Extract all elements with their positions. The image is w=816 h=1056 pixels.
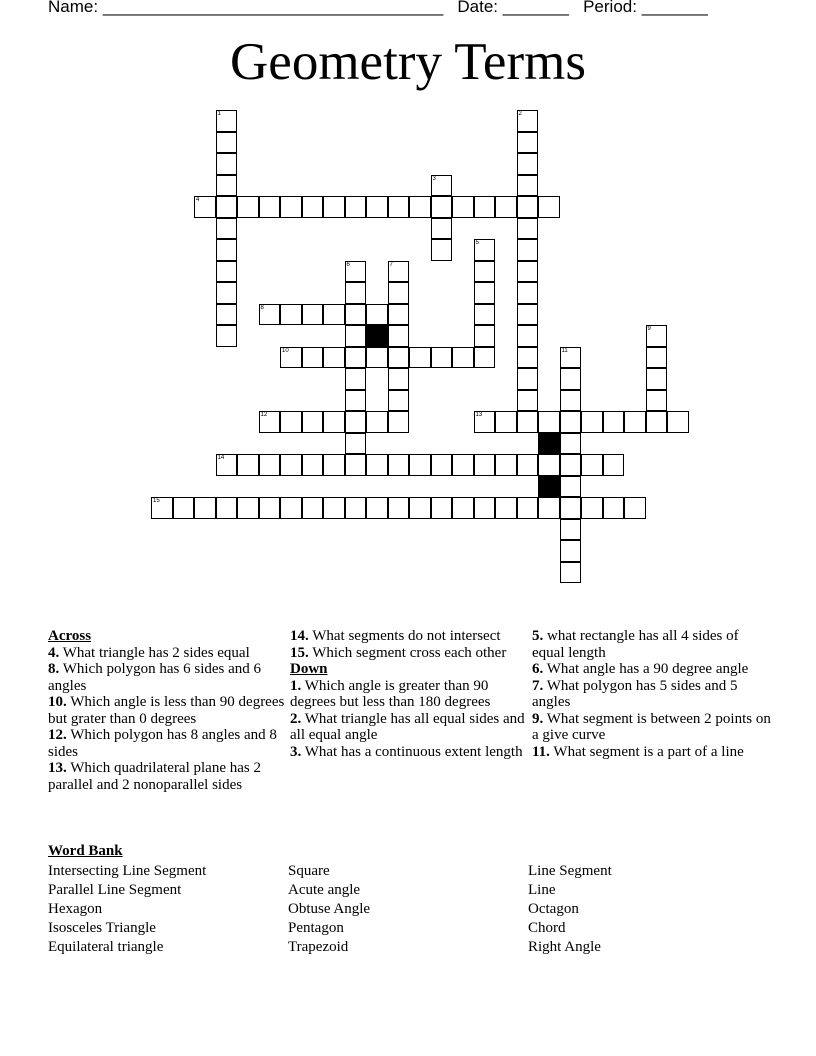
name-label: Name: — [48, 0, 99, 16]
grid-cell[interactable] — [517, 261, 539, 283]
grid-cell[interactable] — [603, 454, 625, 476]
grid-cell[interactable] — [259, 304, 281, 326]
grid-cell[interactable] — [517, 175, 539, 197]
word-bank-column-1 — [48, 862, 206, 957]
page-title: Geometry Terms — [230, 33, 586, 91]
grid-cell[interactable] — [474, 411, 496, 433]
word-bank-item: Trapezoid — [288, 939, 349, 955]
grid-cell[interactable] — [646, 368, 668, 390]
cell-number: 8 — [260, 304, 264, 311]
grid-cell[interactable] — [624, 411, 646, 433]
grid-cell[interactable] — [431, 347, 453, 369]
grid-cell[interactable] — [517, 110, 539, 132]
grid-cell[interactable] — [388, 261, 410, 283]
grid-cell[interactable] — [431, 196, 453, 218]
grid-cell[interactable] — [388, 390, 410, 412]
grid-cell[interactable] — [646, 325, 668, 347]
date-label: Date: — [457, 0, 498, 16]
grid-cell[interactable] — [302, 454, 324, 476]
cell-number: 10 — [282, 347, 289, 354]
grid-cell[interactable] — [646, 411, 668, 433]
grid-cell[interactable] — [517, 196, 539, 218]
clue-across-15: 15. Which segment cross each other — [290, 644, 507, 661]
grid-cell[interactable] — [216, 454, 238, 476]
grid-cell[interactable] — [280, 347, 302, 369]
word-bank-item: Isosceles Triangle — [48, 920, 156, 936]
grid-cell[interactable] — [431, 497, 453, 519]
period-blank[interactable]: _______ — [641, 0, 708, 16]
cell-number: 2 — [518, 111, 522, 117]
grid-cell[interactable] — [517, 454, 539, 476]
clue-across-10: 10. Which angle is less than 90 degrees but grater than 0 degrees — [48, 694, 285, 727]
grid-cell[interactable] — [194, 196, 216, 218]
word-bank-column-2 — [288, 862, 370, 957]
grid-cell[interactable] — [474, 497, 496, 519]
word-bank-column-3 — [528, 862, 612, 957]
grid-cell[interactable] — [517, 132, 539, 154]
word-bank-item: Intersecting Line Segment — [48, 863, 207, 879]
grid-cell[interactable] — [345, 433, 367, 455]
grid-cell[interactable] — [560, 433, 582, 455]
grid-cell[interactable] — [323, 497, 345, 519]
grid-cell[interactable] — [237, 454, 259, 476]
grid-cell[interactable] — [366, 347, 388, 369]
grid-cell[interactable] — [667, 411, 689, 433]
grid-cell[interactable] — [409, 347, 431, 369]
grid-cell[interactable] — [366, 497, 388, 519]
grid-cell[interactable] — [517, 347, 539, 369]
grid-cell[interactable] — [452, 196, 474, 218]
grid-cell[interactable] — [624, 497, 646, 519]
grid-cell[interactable] — [259, 411, 281, 433]
grid-cell[interactable] — [345, 325, 367, 347]
grid-cell[interactable] — [323, 454, 345, 476]
grid-cell[interactable] — [216, 261, 238, 283]
grid-cell[interactable] — [603, 411, 625, 433]
grid-cell[interactable] — [388, 368, 410, 390]
grid-cell[interactable] — [323, 347, 345, 369]
grid-cell[interactable] — [431, 218, 453, 240]
grid-cell[interactable] — [560, 540, 582, 562]
clue-across-8: 8. Which polygon has 6 sides and 6 angles — [48, 661, 262, 694]
clue-down-1: 1. Which angle is greater than 90 degrees but less than 180 degrees — [290, 677, 491, 710]
blocked-cell — [366, 325, 388, 347]
grid-cell[interactable] — [173, 497, 195, 519]
grid-cell[interactable] — [452, 497, 474, 519]
grid-cell[interactable] — [323, 304, 345, 326]
clue-across-12: 12. Which polygon has 8 angles and 8 sides — [48, 727, 277, 760]
cell-number: 14 — [217, 455, 225, 461]
grid-cell[interactable] — [388, 304, 410, 326]
clue-down-11: 11. What segment is a part of a line — [532, 743, 744, 760]
word-bank-item: Parallel Line Segment — [48, 882, 182, 898]
clue-down-7: 7. What polygon has 5 sides and 5 angles — [532, 677, 738, 710]
grid-cell[interactable] — [216, 110, 238, 132]
clue-across-14: 14. What segments do not intersect — [290, 628, 501, 644]
grid-cell[interactable] — [431, 454, 453, 476]
grid-cell[interactable] — [452, 454, 474, 476]
grid-cell[interactable] — [259, 196, 281, 218]
grid-cell[interactable] — [151, 497, 173, 519]
grid-cell[interactable] — [517, 304, 539, 326]
grid-cell[interactable] — [237, 497, 259, 519]
word-bank-item: Square — [288, 863, 330, 879]
clue-down-5: 5. what rectangle has all 4 sides of equal length — [532, 628, 739, 661]
grid-cell[interactable] — [216, 132, 238, 154]
blocked-cell — [538, 433, 560, 455]
grid-cell[interactable] — [302, 196, 324, 218]
grid-cell[interactable] — [517, 325, 539, 347]
grid-cell[interactable] — [560, 562, 582, 584]
grid-cell[interactable] — [302, 304, 324, 326]
grid-cell[interactable] — [560, 347, 582, 369]
grid-cell[interactable] — [323, 196, 345, 218]
grid-cell[interactable] — [495, 196, 517, 218]
word-bank-item: Hexagon — [48, 901, 103, 917]
grid-cell[interactable] — [345, 454, 367, 476]
grid-cell[interactable] — [216, 497, 238, 519]
grid-cell[interactable] — [474, 196, 496, 218]
grid-cell[interactable] — [452, 347, 474, 369]
cell-number: 15 — [153, 498, 160, 504]
grid-cell[interactable] — [474, 239, 496, 261]
grid-cell[interactable] — [474, 282, 496, 304]
cell-number: 4 — [196, 197, 200, 203]
clue-down-9: 9. What segment is between 2 points on a give curve — [532, 710, 771, 743]
grid-cell[interactable] — [345, 282, 367, 304]
grid-cell[interactable] — [517, 218, 539, 240]
word-bank-heading: Word Bank — [48, 843, 123, 859]
grid-cell[interactable] — [280, 411, 302, 433]
grid-cell[interactable] — [216, 218, 238, 240]
grid-cell[interactable] — [538, 497, 560, 519]
word-bank-item: Acute angle — [288, 882, 361, 898]
grid-cell[interactable] — [388, 497, 410, 519]
cell-number: 5 — [475, 240, 479, 246]
word-bank-item: Right Angle — [528, 939, 601, 955]
grid-cell[interactable] — [517, 390, 539, 412]
grid-cell[interactable] — [517, 153, 539, 175]
clues-column-2 — [290, 628, 530, 760]
blocked-cell — [538, 476, 560, 498]
grid-cell[interactable] — [345, 368, 367, 390]
grid-cell[interactable] — [474, 347, 496, 369]
cell-number: 9 — [647, 326, 651, 332]
grid-cell[interactable] — [388, 454, 410, 476]
grid-cell[interactable] — [431, 175, 453, 197]
grid-cell[interactable] — [216, 304, 238, 326]
grid-cell[interactable] — [345, 497, 367, 519]
grid-cell[interactable] — [431, 239, 453, 261]
grid-cell[interactable] — [280, 497, 302, 519]
down-heading: Down — [290, 661, 328, 677]
cell-number: 13 — [475, 412, 483, 418]
grid-cell[interactable] — [560, 476, 582, 498]
grid-cell[interactable] — [366, 304, 388, 326]
grid-cell[interactable] — [216, 153, 238, 175]
grid-cell[interactable] — [388, 325, 410, 347]
grid-cell[interactable] — [517, 497, 539, 519]
grid-cell[interactable] — [560, 519, 582, 541]
grid-cell[interactable] — [409, 454, 431, 476]
cell-number: 3 — [432, 175, 436, 182]
grid-cell[interactable] — [538, 196, 560, 218]
grid-cell[interactable] — [409, 497, 431, 519]
grid-cell[interactable] — [345, 304, 367, 326]
grid-cell[interactable] — [259, 497, 281, 519]
grid-cell[interactable] — [388, 347, 410, 369]
grid-cell[interactable] — [345, 261, 367, 283]
grid-cell[interactable] — [495, 454, 517, 476]
word-bank-item: Line — [528, 882, 556, 898]
grid-cell[interactable] — [517, 282, 539, 304]
date-blank[interactable]: _______ — [502, 0, 569, 16]
grid-cell[interactable] — [345, 390, 367, 412]
word-bank-item: Obtuse Angle — [288, 901, 371, 917]
period-label: Period: — [583, 0, 637, 16]
grid-cell[interactable] — [302, 497, 324, 519]
name-blank[interactable]: ____________________________________ — [102, 0, 444, 16]
cell-number: 7 — [389, 261, 393, 268]
grid-cell[interactable] — [560, 390, 582, 412]
word-bank-item: Chord — [528, 920, 566, 936]
grid-cell[interactable] — [388, 282, 410, 304]
grid-cell[interactable] — [216, 325, 238, 347]
cell-number: 1 — [217, 111, 221, 117]
grid-cell[interactable] — [302, 411, 324, 433]
grid-cell[interactable] — [280, 196, 302, 218]
grid-cell[interactable] — [560, 454, 582, 476]
grid-cell[interactable] — [302, 347, 324, 369]
grid-cell[interactable] — [474, 454, 496, 476]
grid-cell[interactable] — [646, 347, 668, 369]
grid-cell[interactable] — [388, 411, 410, 433]
grid-cell[interactable] — [323, 411, 345, 433]
grid-cell[interactable] — [495, 411, 517, 433]
grid-cell[interactable] — [280, 304, 302, 326]
grid-cell[interactable] — [603, 497, 625, 519]
grid-cell[interactable] — [366, 196, 388, 218]
grid-cell[interactable] — [388, 196, 410, 218]
clue-down-6: 6. What angle has a 90 degree angle — [532, 661, 749, 677]
grid-cell[interactable] — [474, 325, 496, 347]
word-bank-item: Pentagon — [288, 920, 344, 936]
grid-cell[interactable] — [474, 261, 496, 283]
clue-across-4: 4. What triangle has 2 sides equal — [48, 644, 250, 661]
grid-cell[interactable] — [194, 497, 216, 519]
grid-cell[interactable] — [216, 239, 238, 261]
grid-cell[interactable] — [366, 411, 388, 433]
clue-down-2: 2. What triangle has all equal sides and all equal angle — [290, 710, 525, 743]
cell-number: 11 — [561, 347, 568, 354]
grid-cell[interactable] — [409, 196, 431, 218]
grid-cell[interactable] — [216, 175, 238, 197]
grid-cell[interactable] — [345, 347, 367, 369]
grid-cell[interactable] — [560, 497, 582, 519]
clues-column-3 — [532, 628, 772, 760]
grid-cell[interactable] — [366, 454, 388, 476]
header-fields — [48, 0, 708, 17]
clues-column-1 — [48, 628, 288, 793]
grid-cell[interactable] — [581, 497, 603, 519]
grid-cell[interactable] — [581, 454, 603, 476]
word-bank-item: Octagon — [528, 901, 579, 917]
grid-cell[interactable] — [474, 304, 496, 326]
grid-cell[interactable] — [280, 454, 302, 476]
word-bank-item: Equilateral triangle — [48, 939, 164, 955]
grid-cell[interactable] — [560, 411, 582, 433]
grid-cell[interactable] — [560, 368, 582, 390]
grid-cell[interactable] — [538, 411, 560, 433]
cell-number: 6 — [346, 261, 350, 268]
across-heading: Across — [48, 628, 92, 644]
grid-cell[interactable] — [517, 411, 539, 433]
grid-cell[interactable] — [259, 454, 281, 476]
cell-number: 12 — [260, 412, 268, 418]
grid-cell[interactable] — [216, 282, 238, 304]
grid-cell[interactable] — [345, 411, 367, 433]
clue-down-3: 3. What has a continuous extent length — [290, 743, 523, 760]
grid-cell[interactable] — [345, 196, 367, 218]
grid-cell[interactable] — [237, 196, 259, 218]
grid-cell[interactable] — [646, 390, 668, 412]
grid-cell[interactable] — [216, 196, 238, 218]
grid-cell[interactable] — [495, 497, 517, 519]
grid-cell[interactable] — [581, 411, 603, 433]
word-bank-item: Line Segment — [528, 863, 612, 879]
grid-cell[interactable] — [517, 368, 539, 390]
grid-cell[interactable] — [517, 239, 539, 261]
clue-across-13: 13. Which quadrilateral plane has 2 parallel and 2 nonoparallel sides — [48, 760, 261, 793]
grid-cell[interactable] — [538, 454, 560, 476]
